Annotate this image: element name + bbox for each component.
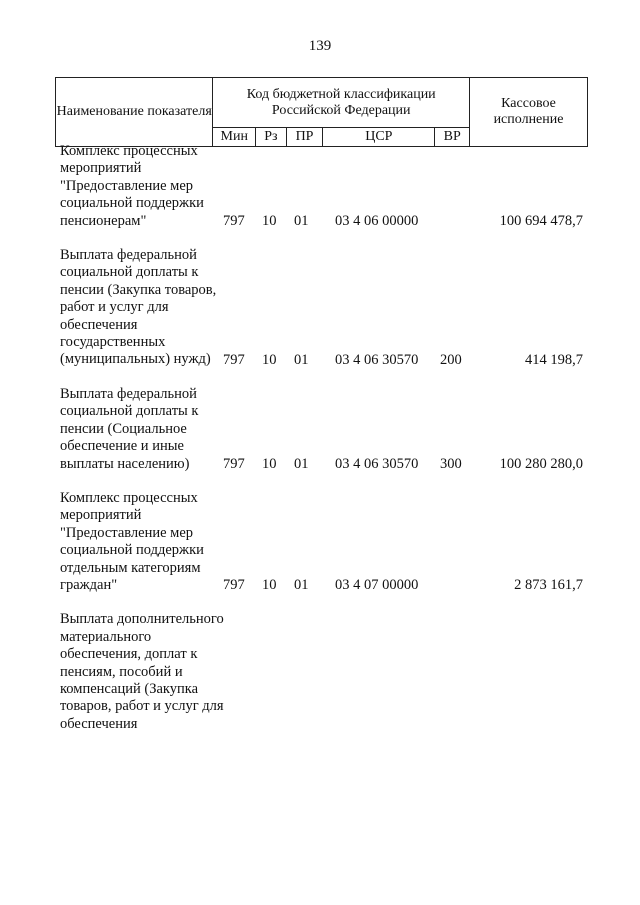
page-number: 139 [308,38,332,54]
row-amount: 414 198,7 [525,351,583,368]
row-pr: 01 [294,577,309,594]
row-codes [0,351,640,369]
row-vr: 300 [440,455,462,472]
row-pr: 01 [294,213,309,230]
row-name: Комплекс процессных мероприятий "Предоставление мер социальной поддержки отдельным категориям граждан" [60,489,204,593]
row-min: 797 [223,351,245,368]
csr-column-header: ЦСР [323,128,435,147]
row-min: 797 [223,455,245,472]
row-csr: 03 4 06 30570 [335,455,419,472]
table-row [0,143,640,230]
row-csr: 03 4 06 30570 [335,351,419,368]
budget-code-header: Код бюджетной классификации Российской Федерации [213,78,470,128]
row-rz: 10 [262,455,277,472]
table-row [0,386,640,473]
rz-column-header: Рз [256,128,287,147]
row-csr: 03 4 07 00000 [335,577,419,594]
row-codes [0,212,640,230]
execution-column-header: Кассовое исполнение [470,78,588,147]
row-rz: 10 [262,213,277,230]
row-amount: 100 280 280,0 [499,455,583,472]
row-min: 797 [223,577,245,594]
row-amount: 100 694 478,7 [499,213,583,230]
table-header [55,77,588,147]
row-rz: 10 [262,577,277,594]
row-min: 797 [223,213,245,230]
row-name: Выплата федеральной социальной доплаты к пенсии (Закупка товаров, работ и услуг для обеспечения государственных (муниципальных) нужд) [60,247,217,368]
table-body [0,143,640,750]
row-vr: 200 [440,351,462,368]
vr-column-header: ВР [435,128,470,147]
row-name: Комплекс процессных мероприятий "Предоставление мер социальной поддержки пенсионерам" [60,143,204,229]
row-name: Выплата федеральной социальной доплаты к пенсии (Социальное обеспечение и иные выплаты населению) [60,385,199,472]
row-csr: 03 4 06 00000 [335,213,419,230]
row-codes [0,455,640,473]
row-amount: 2 873 161,7 [514,577,583,594]
table-row [0,611,640,733]
name-column-header: Наименование показателя [56,78,213,147]
pr-column-header: ПР [286,128,323,147]
row-pr: 01 [294,455,309,472]
table-row [0,247,640,369]
row-rz: 10 [262,351,277,368]
row-pr: 01 [294,351,309,368]
row-codes [0,576,640,594]
table-row [0,490,640,594]
min-column-header: Мин [213,128,256,147]
row-name: Выплата дополнительного материального обеспечения, доплат к пенсиям, пособий и компенсаций (Закупка товаров, работ и услуг для обеспечения [60,611,224,732]
